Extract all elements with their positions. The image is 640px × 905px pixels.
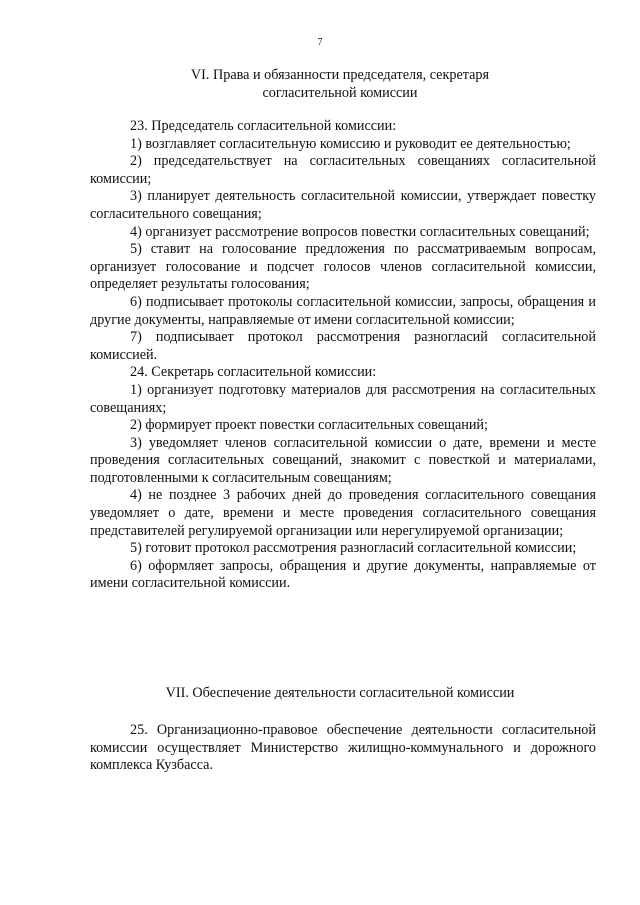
paragraph-24-item-2: 2) формирует проект повестки согласительных совещаний; xyxy=(130,417,488,434)
page-number: 7 xyxy=(317,37,323,48)
section-7-title: VII. Обеспечение деятельности согласительной комиссии xyxy=(165,685,515,701)
paragraph-24-item-3: 3) уведомляет членов согласительной комиссии о дате, времени и месте проведения согласительных совещаний, знакомит с повесткой и материалами, подготовленными к согласительным совещаниям; xyxy=(90,434,596,486)
section-6-title-line-1: VI. Права и обязанности председателя, секретаря xyxy=(190,67,490,83)
paragraph-23-item-7: 7) подписывает протокол рассмотрения разногласий согласительной комиссией. xyxy=(90,329,596,363)
paragraph-23-item-2: 2) председательствует на согласительных совещаниях согласительной комиссии; xyxy=(90,153,596,187)
section-6-title-line-2: согласительной комиссии xyxy=(262,85,418,101)
paragraph-25: 25. Организационно-правовое обеспечение деятельности согласительной комиссии осуществляет Министерство жилищно-коммунального и дорожного комплекса Кузбасса. xyxy=(90,722,596,774)
paragraph-24-item-5: 5) готовит протокол рассмотрения разногласий согласительной комиссии; xyxy=(130,540,577,557)
section-7-body xyxy=(90,722,596,775)
paragraph-24-item-6: 6) оформляет запросы, обращения и другие документы, направляемые от имени согласительной комиссии. xyxy=(90,557,596,592)
section-6-title xyxy=(80,66,600,102)
paragraph-24-item-1: 1) организует подготовку материалов для рассмотрения на согласительных совещаниях; xyxy=(90,381,596,416)
paragraph-24-item-4: 4) не позднее 3 рабочих дней до проведения согласительного совещания уведомляет о дате, времени и месте проведения согласительного совещания представителей регулируемой организации или нерегулируемой организации; xyxy=(90,487,596,539)
paragraph-24-heading: 24. Секретарь согласительной комиссии: xyxy=(130,364,377,381)
paragraph-23-item-6: 6) подписывает протоколы согласительной комиссии, запросы, обращения и другие документы, направляемые от имени согласительной комиссии; xyxy=(90,293,596,328)
paragraph-23-item-3: 3) планирует деятельность согласительной комиссии, утверждает повестку согласительного совещания; xyxy=(90,188,596,222)
paragraph-23-heading: 23. Председатель согласительной комиссии: xyxy=(130,118,397,134)
paragraph-23-item-5: 5) ставит на голосование предложения по рассматриваемым вопросам, организует голосование и подсчет голосов членов согласительной комиссии, определяет результаты голосования; xyxy=(90,241,596,293)
paragraph-23-item-4: 4) организует рассмотрение вопросов повестки согласительных совещаний; xyxy=(130,223,590,240)
paragraph-23-item-1: 1) возглавляет согласительную комиссию и руководит ее деятельностью; xyxy=(130,135,571,152)
section-6-body xyxy=(90,118,596,593)
